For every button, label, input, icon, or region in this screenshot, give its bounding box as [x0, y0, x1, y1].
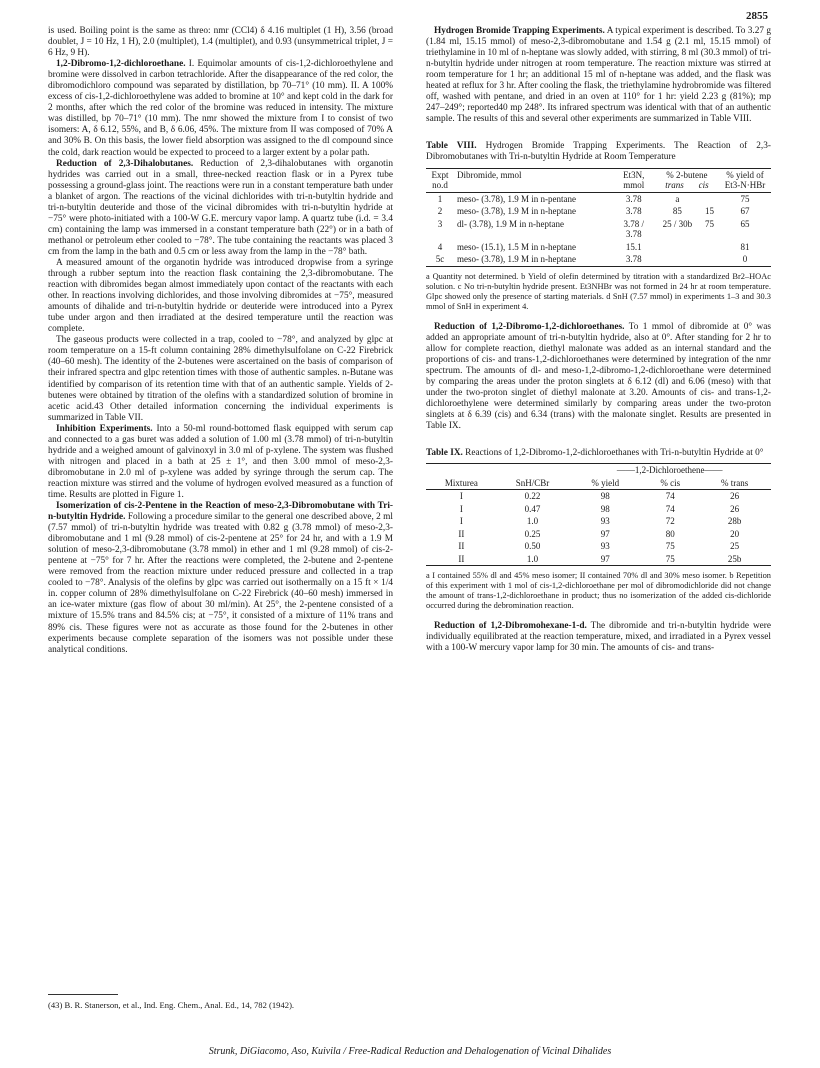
t8-cell-yield: 0	[742, 254, 748, 265]
t8-cell-trans	[655, 253, 700, 266]
t9-cell: 28b	[727, 516, 742, 527]
t9-cell: 98	[600, 503, 610, 514]
table9-footnote: a I contained 55% dl and 45% meso isomer; II contained 70% dl and 30% meso isomer. b Repetition of this experiment with 1 mol of cis-1,2-dichloroethane per mol of dibromodichloride did not change the amount of trans-1,2-dichloroethane in product; thus no isomerization of the added cis-dichloride occurred during the debromination reaction.	[426, 571, 771, 611]
t8-header-butene-label: % 2-butene	[666, 169, 708, 180]
right-top-paragraph-text: A typical experiment is described. To 3.27 g (1.84 ml, 15.15 mmol) of meso-2,3-dibromobutane and 1.54 g (2.1 ml, 15.15 mmol) of triethylamine in 10 ml of n-heptane was slowly added, with stirring, 8 ml (30.3 mmol) of tri-n-butyltin hydride under nitrogen at room temperature. The reaction mixture was stirred at room temperature for 1 hr; an additional 15 ml of n-heptane was added, and the flask was heated at reflux for 3 hr. After cooling the flask, the triethylamine hydrobromide was filtered off, washed with pentane, and dried in an oven at 110° for 1 hr: yield 2.23 g (81%); mp 247–249°; reported40 mp 248°. Its infrared spectrum was identical with that of an authentic sample. The results of this and several other experiments are summarized in Table VIII.	[426, 26, 771, 125]
t8-row	[426, 241, 771, 254]
t8-header-trans: trans	[665, 180, 684, 191]
t9-cell: I	[459, 503, 463, 514]
t8-cell-trans	[655, 241, 700, 254]
left-column	[48, 26, 393, 656]
left-paragraph-text: is used. Boiling point is the same as threo: nmr (CCl4) δ 4.16 multiplet (1 H), 3.56 (broad doublet, J = 10 Hz, 1 H), 2.0 (multiplet), 1.4 (multiplet), and 0.93 (unsymmetrical triplet, J = 6 Hz, 9 H).	[48, 26, 393, 59]
left-paragraph-text: A measured amount of the organotin hydride was introduced dropwise from a syringe through a rubber septum into the reaction flask containing the 2,3-dibromobutane. The reaction with dibromides began almost immediately upon contact of the reactants with each other. In reactions involving dichlorides, and those involving dibromides at −75°, measured amounts of dihalide and tri-n-butyltin hydride or deuteride were introduced into a Pyrex tube under argon and then irradiated at the desired temperature until the reaction was complete.	[48, 257, 393, 335]
t8-row	[426, 205, 771, 218]
left-paragraph-text: Reduction of 2,3-dihalobutanes with organotin hydrides was carried out in a small, three-necked reaction flask or in a Pyrex tube possessing a ground-glass joint. The reactions were run in a constant temperature bath under a blanket of argon. The reactions of the vicinal dichlorides with tri-n-butyltin hydride and tri-n-butyltin deuteride and those of the vicinal dibromides with tri-n-butyltin hydride at −75° were photo-initiated with a 100-W G.E. mercury vapor lamp. A quartz tube (i.d. = 3.4 cm) containing the lamp was immersed in a constant temperature bath (22°) or in a bath of methanol or petroleum ether cooled to −78°. The tube containing the reactants was placed 3 cm from the lamp in the bath and 0.5 cm or less away from the lamp in the −78° bath.	[48, 158, 393, 257]
t9-header: Mixturea	[426, 477, 497, 490]
right-mid-paragraph-heading: Reduction of 1,2-Dibromo-1,2-dichloroethanes.	[434, 321, 625, 332]
right-column	[426, 26, 771, 654]
t8-cell-et3n: 15.1	[625, 241, 642, 252]
left-paragraph	[48, 159, 393, 258]
right-bottom-paragraph	[426, 621, 771, 654]
t8-cell-et3n: 3.78	[625, 193, 642, 204]
t9-cell: 20	[730, 528, 740, 539]
table8-footnote: a Quantity not determined. b Yield of olefin determined by titration with a standardized Br2–HOAc solution. c No tri-n-butyltin hydride present. Et3NHBr was not formed in 24 hr at room temperature. Glpc showed only the presence of starting materials. d SnH (7.57 mmol) in experiments 1–3 and 30.3 mmol of SnH in experiment 4.	[426, 271, 771, 311]
right-bottom-paragraph-heading: Reduction of 1,2-Dibromohexane-1-d.	[434, 621, 587, 632]
t9-cell: 74	[665, 491, 675, 502]
t9-cell: 75	[665, 553, 675, 564]
t9-cell: 26	[730, 491, 740, 502]
table9-caption-text: Reactions of 1,2-Dibromo-1,2-dichloroethanes with Tri-n-butyltin Hydride at 0°	[462, 447, 764, 458]
t8-cell-no: 5c	[435, 254, 445, 265]
t8-cell-dibromide: meso- (3.78), 1.9 M in n-pentane	[457, 193, 576, 204]
t8-row	[426, 192, 771, 205]
left-paragraph	[48, 59, 393, 158]
t8-cell-et3n: 3.78	[625, 206, 642, 217]
t9-cell: 98	[600, 491, 610, 502]
t8-header-butene	[655, 168, 719, 192]
left-paragraph-heading: Inhibition Experiments.	[56, 423, 153, 434]
left-paragraph-heading: Reduction of 2,3-Dihalobutanes.	[56, 158, 194, 169]
t9-cell: 80	[665, 528, 675, 539]
left-paragraph-heading: 1,2-Dibromo-1,2-dichloroethane.	[56, 59, 186, 70]
left-paragraph	[48, 26, 393, 59]
table-viii	[426, 168, 771, 267]
table9-caption	[426, 448, 771, 459]
t8-cell-yield: 75	[740, 193, 750, 204]
t8-cell-no: 3	[437, 218, 443, 229]
right-mid-paragraph-text: To 1 mmol of dibromide at 0° was added an appropriate amount of tri-n-butyltin hydride, also at 0°. After standing for 2 hr to allow for complete reaction, diethyl malonate was added as an internal standard and the proportions of cis- and trans-1,2-dichloroethanes were determined by integration of the nmr spectrum. The amounts of dl- and meso-1,2-dibromo-1,2-dichloroethane were determined by comparing the areas under the proton singlets at δ 6.12 (dl) and 6.06 (meso) with that under the two-proton singlet of diethyl malonate at 3.20. Amounts of cis- and trans-1,2-dichloroethylene were determined similarly by comparing areas under the two-proton singlets at δ 6.39 (cis) and 6.34 (trans) with the malonate singlet. Results are presented in Table IX.	[426, 321, 771, 431]
t8-cell-no: 1	[437, 193, 443, 204]
t8-cell-cis	[700, 192, 719, 205]
t9-cell: II	[458, 528, 465, 539]
t9-cell: 0.22	[524, 491, 541, 502]
t9-cell: 1.0	[526, 516, 539, 527]
left-paragraph-text: Into a 50-ml round-bottomed flask equipped with serum cap and connected to a gas buret was added a solution of 1.00 ml (3.78 mmol) of tri-n-butyltin hydride and a weighed amount of galvinoxyl in 3.0 ml of p-xylene. The system was flushed with nitrogen and placed in a bath at 25 ± 1°, and then 3.00 mmol of meso-2,3-dibromobutane in 2.0 ml of p-xylene was added by syringe through the serum cap. The reaction mixture was stirred and the volume of hydrogen evolved measured as a function of time. Results are plotted in Figure 1.	[48, 423, 393, 500]
t9-cell: 25b	[727, 553, 742, 564]
t9-header: % trans	[698, 477, 771, 490]
running-footer: Strunk, DiGiacomo, Aso, Kuivila / Free-Radical Reduction and Dehalogenation of Vicinal Dihalides	[208, 1046, 612, 1057]
t9-row	[426, 540, 771, 553]
table8-caption	[426, 141, 771, 163]
t8-header-et3n: Et3N, mmol	[613, 168, 655, 192]
left-paragraph-text: The gaseous products were collected in a trap, cooled to −78°, and analyzed by glpc at room temperature on a 15-ft column containing 28% dimethylsulfolane on C-22 Firebrick (40–60 mesh). The identity of the 2-butenes were ascertained on the basis of comparison of their infrared spectra and glpc retention times with those of authentic samples. n-Butane was identified by comparison of its retention time with that of an authentic sample. Yields of 2-butenes were obtained by titration of the olefins with a standardized solution of bromine in acetic acid.43 Other detailed information concerning the individual experiments is summarized in Table VII.	[48, 335, 393, 423]
table8-label: Table VIII.	[426, 141, 477, 152]
t8-cell-cis	[700, 253, 719, 266]
t9-cell: 93	[600, 541, 610, 552]
page-number: 2855	[746, 10, 768, 22]
t9-header: % cis	[642, 477, 698, 490]
left-paragraph-text: I. Equimolar amounts of cis-1,2-dichloroethylene and bromine were dissolved in carbon tetrachloride. After the disappearance of the red color, the dibromodichloro compound was separated by distillation, bp 70–71° (10 mm). II. A 100% excess of cis-1,2-dichloroethylene was added to bromine at 10° and kept cold in the dark for 2 months, after which the red color of the bromine was reduced in intensity. The mixture was distilled, bp 70–71° (10 mm). The nmr showed the mixture from I to consist of two isomers: A, δ 6.12, 55%, and B, δ 6.06, 45%. The mixture from II was composed of 70% A and 30% B. On this basis, the lower field absorption was assigned to the dl compound since the cold, dark reaction would be expected to proceed to a larger extent by a polar path.	[48, 59, 393, 158]
table8-caption-text: Hydrogen Bromide Trapping Experiments. The Reaction of 2,3-Dibromobutanes with Tri-n-butyltin Hydride at Room Temperature	[426, 141, 771, 163]
t8-header-dibromide: Dibromide, mmol	[454, 168, 613, 192]
t8-cell-dibromide: dl- (3.78), 1.9 M in n-heptane	[457, 218, 564, 229]
right-bottom-paragraph-text: The dibromide and tri-n-butyltin hydride were individually equilibrated at the reaction temperature, mixed, and irradiated in a Pyrex vessel with a 100-W mercury vapor lamp for 30 min. The amounts of cis- and trans-	[426, 621, 772, 654]
t8-cell-no: 2	[437, 206, 443, 217]
t8-row	[426, 218, 771, 241]
t9-row	[426, 528, 771, 541]
t9-row	[426, 515, 771, 528]
t8-cell-trans: 25 / 30b	[662, 218, 693, 229]
left-paragraph	[48, 501, 393, 656]
t9-cell: 72	[665, 516, 675, 527]
t9-cell: 97	[600, 528, 610, 539]
table9-label: Table IX.	[426, 447, 463, 458]
left-paragraph-heading: Isomerization of cis-2-Pentene in the Reaction of meso-2,3-Dibromobutane with Tri-n-butyltin Hydride.	[48, 501, 393, 523]
right-mid-paragraph	[426, 322, 771, 432]
t8-cell-et3n: 3.78 / 3.78	[623, 218, 645, 240]
t8-cell-trans: a	[675, 193, 680, 204]
t8-header-yield: % yield of Et3-N·HBr	[719, 168, 771, 192]
t9-cell: 0.47	[524, 503, 541, 514]
t8-cell-cis: 75	[704, 218, 714, 229]
left-paragraph-text: Following a procedure similar to the general one described above, 2 ml (7.57 mmol) of tri-n-butyltin hydride was treated with 0.82 g (3.78 mmol) of meso-2,3-dibromobutane and 1 ml (9.28 mmol) of cis-2-pentene at 25° for 24 hr, and with a 1.9 M solution of meso-2,3-dibromobutane (3.78 mmol) in ether and 1 ml (9.28 mmol) of cis-2-pentene at −75° for 7 hr. After the reactions were completed, the 2-butene and 2-pentene were removed from the reaction mixture under reduced pressure and collected in a trap cooled to −78°. Analysis of the olefins by glpc was carried out isothermally on a 15 ft × 1/4 in. copper column of 28% dimethylsulfolane on C-22 Firebrick (40–60 mesh) immersed in an ice-water mixture (gas flow of about 30 ml/min). At 25°, the 2-pentene consisted of a mixture of 15.5% trans and 84.5% cis; at −75°, it consisted of a mixture of 11% trans and 89% cis. These figures were not as accurate as those found for the 2-butenes in other experiments because complete separation of the isomers was not possible under these analytical conditions.	[48, 512, 393, 655]
t9-cell: II	[458, 553, 465, 564]
t8-cell-cis: 15	[704, 206, 714, 217]
t9-cell: 0.50	[524, 541, 541, 552]
reference-43: (43) B. R. Stanerson, et al., Ind. Eng. Chem., Anal. Ed., 14, 782 (1942).	[48, 1000, 295, 1010]
t9-header: SnH/CBr	[497, 477, 569, 490]
t8-header-cis: cis	[698, 180, 709, 191]
t9-group-header: ——1,2-Dichloroethene——	[616, 465, 723, 476]
t8-row	[426, 253, 771, 266]
t8-cell-yield: 67	[740, 206, 750, 217]
t9-cell: I	[459, 491, 463, 502]
t8-cell-dibromide: meso- (3.78), 1.9 M in n-heptane	[457, 206, 576, 217]
t9-cell: II	[458, 541, 465, 552]
t8-cell-trans: 85	[672, 206, 682, 217]
t8-header-expt: Expt no.d	[426, 168, 454, 192]
t9-cell: 75	[665, 541, 675, 552]
t9-row	[426, 503, 771, 516]
t9-cell: 93	[600, 516, 610, 527]
right-top-paragraph-heading: Hydrogen Bromide Trapping Experiments.	[434, 26, 605, 36]
right-top-paragraph	[426, 26, 771, 125]
t9-row	[426, 490, 771, 503]
left-paragraph	[48, 258, 393, 335]
t8-cell-cis	[700, 241, 719, 254]
t8-cell-dibromide: meso- (15.1), 1.5 M in n-heptane	[457, 241, 576, 252]
left-paragraph	[48, 424, 393, 501]
reference-rule	[48, 994, 118, 995]
t8-cell-et3n: 3.78	[625, 254, 642, 265]
t9-cell: 0.25	[524, 528, 541, 539]
t8-cell-no: 4	[437, 241, 443, 252]
t9-cell: I	[459, 516, 463, 527]
table-ix	[426, 463, 771, 566]
left-paragraph	[48, 335, 393, 423]
t8-cell-dibromide: meso- (3.78), 1.9 M in n-heptane	[457, 254, 576, 265]
t9-header: % yield	[568, 477, 642, 490]
t9-cell: 1.0	[526, 553, 539, 564]
t9-row	[426, 553, 771, 566]
t8-cell-yield: 81	[740, 241, 750, 252]
t9-cell: 26	[730, 503, 740, 514]
t9-cell: 97	[600, 553, 610, 564]
t8-cell-yield: 65	[740, 218, 750, 229]
t9-cell: 25	[730, 541, 740, 552]
t9-cell: 74	[665, 503, 675, 514]
